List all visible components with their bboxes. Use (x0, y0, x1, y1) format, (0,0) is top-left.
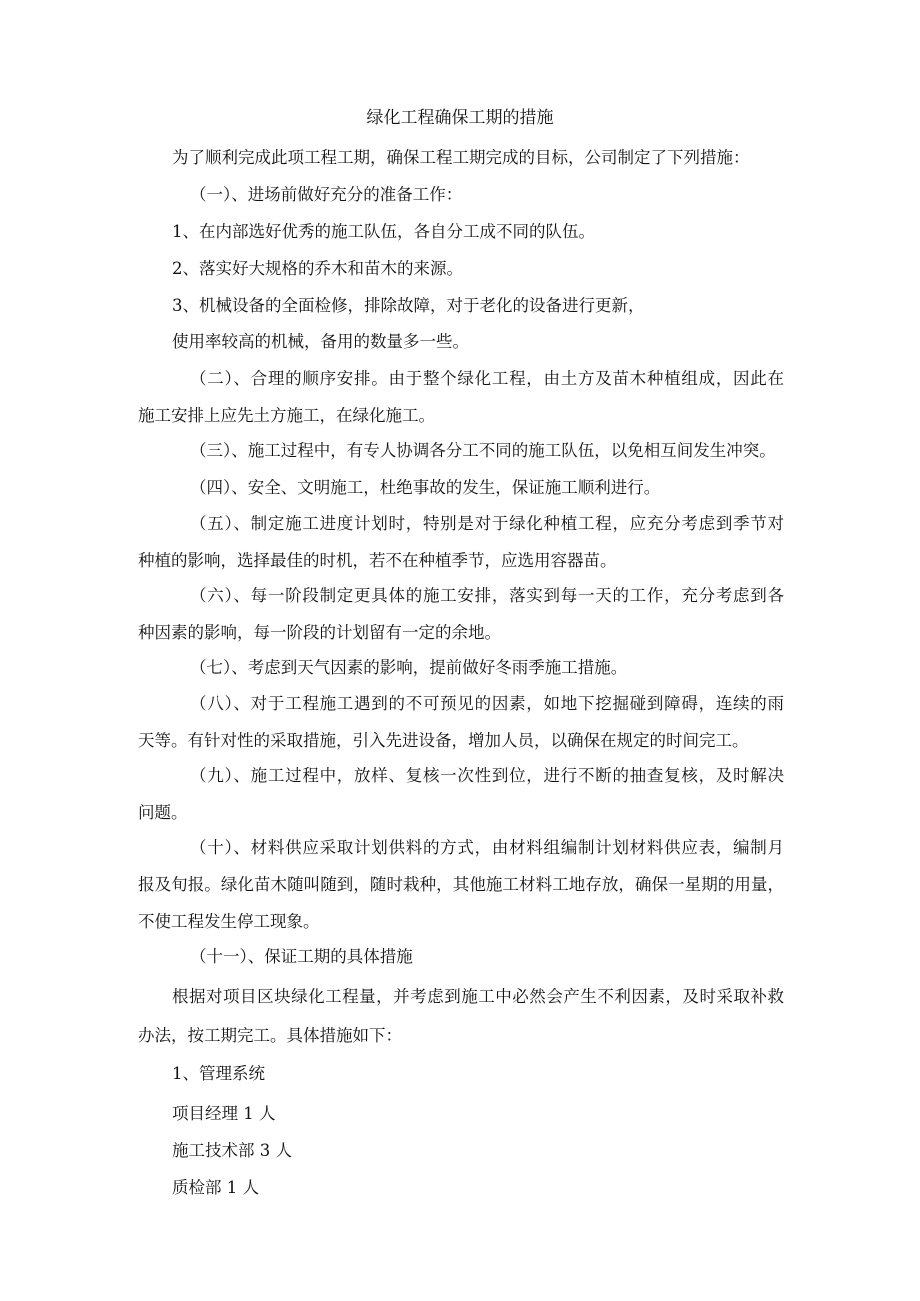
section-2-paragraph (138, 367, 784, 428)
section-8-line-1: （八）、对于工程施工遇到的不可预见的因素，如地下挖掘碰到障碍，连续的雨 (190, 694, 784, 713)
section-11-intro-paragraph (138, 985, 784, 1048)
section-6-paragraph (138, 584, 784, 645)
management-system-heading: 1、管理系统 (172, 1064, 265, 1083)
section-11-intro-line-1: 根据对项目区块绿化工程量，并考虑到施工中必然会产生不利因素，及时采取补救 (172, 987, 784, 1006)
section-11-intro-line-2: 办法，按工期完工。具体措施如下： (138, 1026, 402, 1045)
section-5-paragraph (138, 512, 784, 573)
section-10-paragraph (138, 836, 784, 934)
section-9-line-2: 问题。 (138, 803, 188, 822)
section-6-line-1: （六）、每一阶段制定更具体的施工安排，落实到每一天的工作，充分考虑到各 (190, 586, 784, 605)
section-2-line-1: （二）、合理的顺序安排。由于整个绿化工程，由土方及苗木种植组成，因此在 (190, 369, 784, 388)
section-1-item-3: 3、机械设备的全面检修，排除故障，对于老化的设备进行更新， (172, 296, 645, 315)
document-title: 绿化工程确保工期的措施 (366, 108, 554, 128)
section-1-item-1: 1、在内部选好优秀的施工队伍，各自分工成不同的队伍。 (172, 222, 595, 241)
section-7-paragraph: （七）、考虑到天气因素的影响，提前做好冬雨季施工措施。 (190, 658, 628, 677)
section-1-heading: （一）、进场前做好充分的准备工作： (190, 185, 463, 204)
section-4-paragraph: （四）、安全、文明施工，杜绝事故的发生，保证施工顺利进行。 (190, 478, 661, 497)
section-8-paragraph (138, 692, 784, 753)
section-9-line-1: （九）、施工过程中，放样、复核一次性到位，进行不断的抽查复核，及时解决 (190, 766, 784, 785)
section-2-line-2: 施工安排上应先土方施工，在绿化施工。 (138, 406, 435, 425)
section-3-paragraph: （三）、施工过程中，有专人协调各分工不同的施工队伍，以免相互间发生冲突。 (190, 441, 776, 460)
section-6-line-2: 种因素的影响，每一阶段的计划留有一定的余地。 (138, 623, 501, 642)
management-item-quality-dept: 质检部 1 人 (172, 1178, 259, 1197)
section-1-item-3-continued: 使用率较高的机械，备用的数量多一些。 (172, 332, 469, 351)
section-5-line-1: （五）、制定施工进度计划时，特别是对于绿化种植工程，应充分考虑到季节对 (190, 514, 784, 533)
section-1-item-2: 2、落实好大规格的乔木和苗木的来源。 (172, 259, 463, 278)
management-item-project-manager: 项目经理 1 人 (172, 1104, 276, 1123)
section-10-line-3: 不使工程发生停工现象。 (138, 912, 320, 931)
section-8-line-2: 天等。有针对性的采取措施，引入先进设备，增加人员，以确保在规定的时间完工。 (138, 731, 749, 750)
section-10-line-1: （十）、材料供应采取计划供料的方式，由材料组编制计划材料供应表，编制月 (190, 838, 784, 857)
management-item-technical-dept: 施工技术部 3 人 (172, 1141, 292, 1160)
section-9-paragraph (138, 764, 784, 825)
intro-paragraph: 为了顺利完成此项工程工期，确保工程工期完成的目标，公司制定了下列措施： (172, 148, 750, 167)
section-11-heading: （十一）、保证工期的具体措施 (190, 947, 413, 966)
section-5-line-2: 种植的影响，选择最佳的时机，若不在种植季节，应选用容器苗。 (138, 551, 617, 570)
section-10-line-2: 报及旬报。绿化苗木随叫随到，随时栽种，其他施工材料工地存放，确保一星期的用量， (138, 875, 784, 894)
